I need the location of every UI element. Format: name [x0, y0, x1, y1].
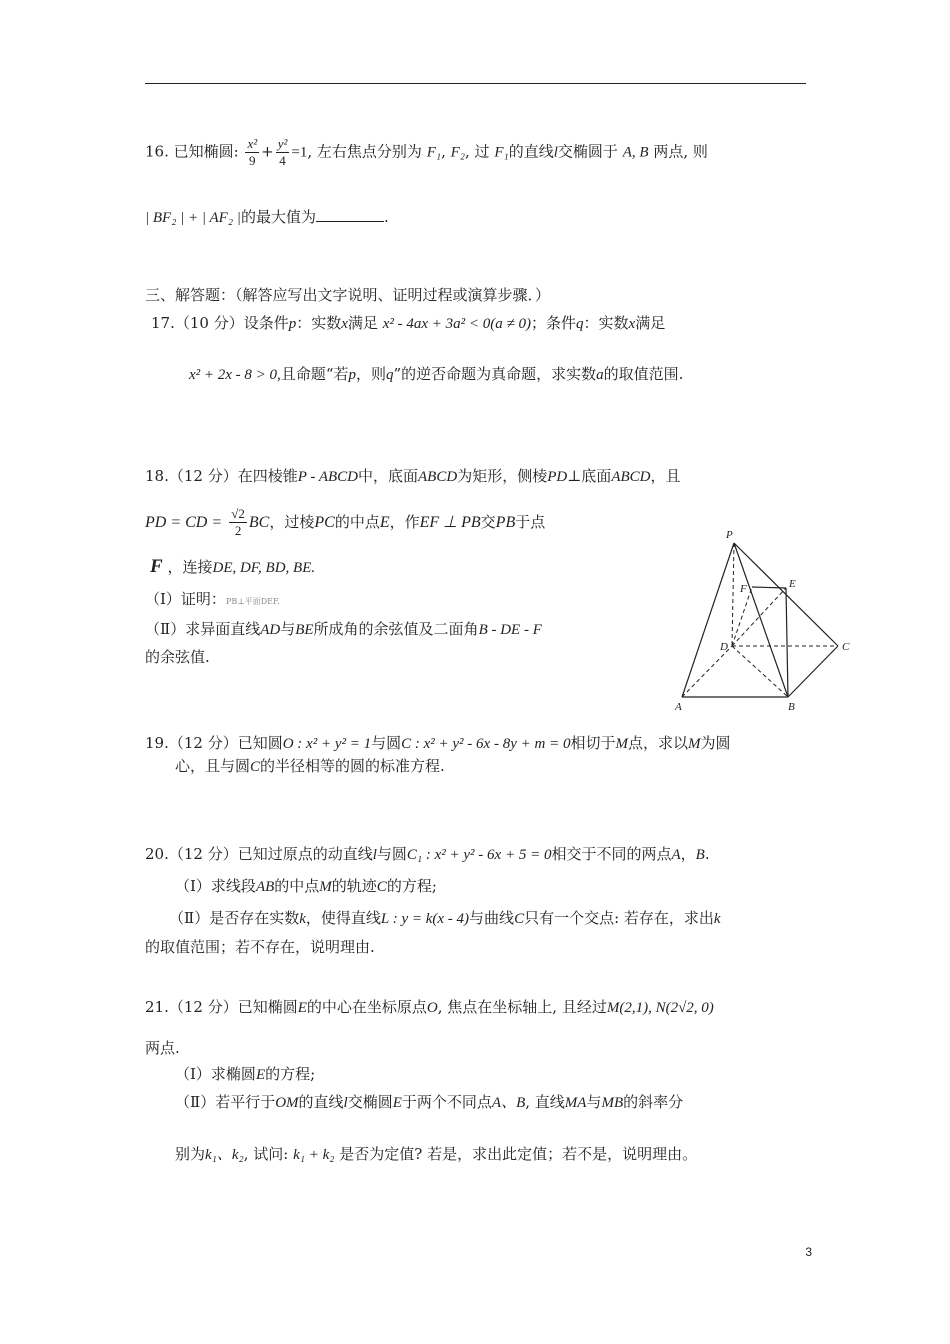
label-P: P [726, 529, 733, 541]
math-inequality: x² + 2x - 8 > 0, [189, 367, 281, 383]
math-pyramid: P - ABCD [297, 469, 358, 485]
math-A: A [671, 847, 681, 863]
math-q: q [576, 316, 584, 332]
statement-image: PB⊥平面DEF. [225, 597, 280, 606]
q16-text: 16. 已知椭圆: [145, 142, 239, 161]
q20-text: 的中点 [274, 877, 320, 895]
q18-text: ，连接 [167, 558, 213, 576]
q18-text: ，作 [389, 513, 420, 531]
q19-line2 [175, 756, 445, 777]
label-A: A [675, 701, 682, 713]
q18-text: 所成角的余弦值及二面角 [313, 620, 479, 638]
q17-text: ，则 [355, 365, 386, 383]
q21-text: 别为 [175, 1145, 206, 1163]
edge-EB [786, 588, 788, 697]
q16-text: , 左右焦点分别为 [307, 142, 422, 161]
math-M: M [319, 879, 332, 895]
q16-line2 [145, 207, 389, 228]
q19-text: 点，求以 [627, 734, 688, 752]
math-C: C [514, 911, 525, 927]
q19-text: 的半径相等的圆的标准方程. [260, 757, 445, 775]
math-E: E [255, 1067, 266, 1083]
math-equation: PD = CD = [145, 514, 223, 531]
q21-text: （Ⅱ）若平行于 [175, 1093, 276, 1111]
math-x: x [628, 316, 636, 332]
math-C: C [376, 879, 387, 895]
q20-text: 只有一个交点: 若存在，求出 [524, 909, 714, 927]
math-B: B [695, 847, 705, 863]
math-M: M [615, 736, 628, 752]
math-MA: MA [564, 1095, 587, 1111]
q20-text: （Ⅰ）求线段 [175, 877, 256, 895]
q21-text: 21.（12 分）已知椭圆 [145, 998, 298, 1016]
edge-PA [682, 543, 734, 697]
math-OM: OM [275, 1095, 299, 1111]
math-k1-k2: k₁、k₂ [205, 1147, 244, 1163]
q17-text: 17.（10 分）设条件 [151, 314, 289, 332]
q19-text: 心，且与圆 [175, 757, 251, 775]
math-AB: A, B [622, 144, 649, 161]
math-base: ABCD [418, 469, 458, 485]
q20-text: （Ⅱ）是否存在实数 [169, 909, 300, 927]
denominator: 4 [279, 153, 286, 168]
label-C: C [842, 641, 850, 653]
section-heading [145, 285, 550, 305]
q18-text: ⊥底面 [567, 467, 612, 485]
math-AB: AB [255, 879, 275, 895]
math-MB: MB [601, 1095, 624, 1111]
equation-rhs: =1 [291, 144, 308, 161]
math-base: ABCD [611, 469, 651, 485]
q18-text: （Ⅱ）求异面直线 [145, 620, 261, 638]
q21-text: （Ⅰ）求椭圆 [175, 1065, 256, 1083]
edge-AD [682, 646, 732, 697]
label-D: D [720, 641, 728, 653]
q20-line1 [145, 844, 710, 865]
math-l: l [553, 144, 558, 161]
math-perp: EF ⊥ PB [419, 514, 481, 531]
q21-text: 两点. [145, 1039, 180, 1057]
q19-line1 [145, 733, 731, 754]
q21-line1 [145, 997, 714, 1018]
fraction [245, 136, 259, 169]
page-number: 3 [805, 1245, 812, 1259]
math-a: a [596, 367, 604, 383]
math-O: O [426, 1000, 438, 1016]
math-dihedral: B - DE - F [478, 622, 542, 638]
q20-part1 [175, 876, 437, 897]
edge-DF [732, 587, 752, 646]
q20-part2 [169, 908, 721, 929]
numerator: y² [277, 136, 288, 151]
q20-text: 与曲线 [469, 909, 515, 927]
math-l: l [343, 1095, 348, 1111]
q19-text: 相切于 [570, 734, 616, 752]
q16-line1: 16. 已知椭圆: $\frac{\text{x²}}{9}$ + $\frac{\text{y²}}{4}$ =1, 左右焦点分别为 F₁, F₂, 过 F₁的直线l交椭圆于 A, B 两点, 则 [145, 136, 708, 168]
edge-DE [732, 588, 786, 646]
math-F1: F₁ [494, 144, 509, 161]
q19-text: 为圆 [700, 734, 731, 752]
label-B: B [788, 701, 795, 713]
q21-line2 [145, 1038, 180, 1058]
math-q: q [386, 367, 394, 383]
math-p: p [288, 316, 297, 332]
q21-text: , 直线 [525, 1093, 565, 1111]
q18-line3 [150, 557, 315, 578]
q20-part2-cont [145, 937, 375, 957]
q18-text: 的中点 [334, 513, 380, 531]
q18-text: 的余弦值. [145, 648, 210, 666]
q18-text: 中，底面 [358, 467, 419, 485]
math-expression: | BF₂ | + | AF₂ | [145, 210, 241, 226]
fraction [276, 136, 290, 169]
q20-text: 的方程; [386, 877, 437, 895]
math-pd: PD [547, 469, 568, 485]
math-be: BE [295, 622, 314, 638]
q18-text: 于点 [515, 513, 546, 531]
math-line-L: L : y = k(x - 4) [380, 911, 470, 927]
math-bc: BC [248, 514, 270, 531]
math-ad: AD [260, 622, 281, 638]
q21-text: 的方程; [265, 1065, 316, 1083]
label-E: E [789, 578, 796, 590]
math-circle-O: O : x² + y² = 1 [282, 736, 372, 752]
denominator: 9 [249, 153, 256, 168]
edge-PD [732, 543, 734, 646]
q20-text: 与圆 [376, 845, 407, 863]
math-circle-C: C : x² + y² - 6x - 8y + m = 0 [401, 736, 571, 752]
q17-text: 满足 [635, 314, 666, 332]
q21-part3 [175, 1144, 697, 1165]
section-title: 三、解答题：（解答应写出文字说明、证明过程或演算步骤．） [145, 286, 551, 304]
q20-text: ， [680, 845, 696, 863]
math-pc: PC [314, 514, 335, 531]
q21-text: 的中心在坐标原点 [306, 998, 427, 1016]
q18-line2 [145, 506, 545, 539]
q21-part1 [175, 1064, 315, 1085]
q18-text: （Ⅰ）证明： [145, 590, 226, 608]
math-f: F [150, 556, 163, 577]
q21-text: 与 [586, 1093, 602, 1111]
q18-text: ，过棱 [269, 513, 315, 531]
q18-text: 与 [280, 620, 296, 638]
q17-line2 [189, 364, 683, 385]
q21-text: 的斜率分 [623, 1093, 684, 1111]
q20-text: 20.（12 分）已知过原点的动直线 [145, 845, 373, 863]
q17-line1 [151, 313, 665, 334]
math-F1: F₁ [426, 144, 442, 161]
math-lines: DE, DF, BD, BE. [212, 560, 316, 576]
edge-PB [734, 543, 788, 697]
q17-text: ；条件 [530, 314, 576, 332]
math-E: E [392, 1095, 402, 1111]
math-e: E [379, 514, 390, 531]
q20-text: 的取值范围；若不存在，说明理由. [145, 938, 375, 956]
q18-part2-cont [145, 647, 210, 667]
math-E: E [297, 1000, 307, 1016]
math-k: k [713, 911, 721, 927]
q21-part2 [175, 1092, 683, 1113]
q16-text: 的最大值为 [240, 208, 316, 226]
q18-part2 [145, 619, 542, 640]
fraction [229, 506, 247, 539]
q21-text: , 焦点在坐标轴上, 且经过 [437, 998, 607, 1016]
q17-text: 且命题“若 [280, 365, 349, 383]
q21-text: 交椭圆 [347, 1093, 393, 1111]
q16-text: 交椭圆于 [557, 142, 618, 161]
math-M: M [687, 736, 701, 752]
math-points: M(2,1), N(2√2, 0) [606, 1000, 714, 1016]
math-p: p [348, 367, 356, 383]
math-k: k [299, 911, 306, 927]
q18-part1 [145, 589, 280, 612]
q16-text: , 过 [465, 142, 490, 161]
q18-text: 为矩形，侧棱 [457, 467, 548, 485]
q19-text: 与圆 [371, 734, 402, 752]
header-rule [145, 83, 806, 84]
math-x: x [341, 316, 348, 332]
math-F2: F₂ [450, 144, 466, 161]
q21-text: 于两个不同点 [401, 1093, 492, 1111]
numerator: √2 [231, 506, 245, 521]
edge-FE [752, 587, 786, 588]
math-inequality: x² - 4ax + 3a² < 0(a ≠ 0) [382, 316, 531, 332]
math-l: l [372, 847, 377, 863]
answer-blank [316, 207, 384, 222]
math-sum: k₁ + k₂ [293, 1147, 335, 1163]
q18-line1 [145, 466, 681, 487]
q17-text: 的取值范围. [603, 365, 684, 383]
q19-text: 19.（12 分）已知圆 [145, 734, 283, 752]
q17-text: 满足 [347, 314, 378, 332]
label-F: F [740, 583, 747, 595]
q20-text: ，使得直线 [305, 909, 381, 927]
q17-text: ”的逆否命题为真命题，求实数 [393, 365, 597, 383]
q18-text: 18.（12 分）在四棱锥 [145, 467, 298, 485]
q20-text: 的轨迹 [331, 877, 377, 895]
q16-text: 的直线 [508, 142, 554, 161]
q20-text: 相交于不同的两点 [551, 845, 672, 863]
math-C: C [250, 759, 261, 775]
q21-text: , 试问: [243, 1145, 289, 1163]
q16-text: 两点, 则 [653, 142, 708, 161]
q16-text: . [383, 208, 389, 226]
q17-text: ：实数 [296, 314, 342, 332]
math-circle-C1: C₁ : x² + y² - 6x + 5 = 0 [406, 847, 552, 863]
q18-text: ，且 [650, 467, 681, 485]
math-pb: PB [495, 514, 516, 531]
q18-text: 交 [480, 513, 496, 531]
pyramid-figure [670, 525, 855, 720]
q21-text: 的直线 [298, 1093, 344, 1111]
edge-BC [788, 646, 838, 697]
q21-text: 是否为定值? 若是，求出此定值；若不是，说明理由。 [339, 1145, 698, 1163]
q17-text: ：实数 [583, 314, 629, 332]
numerator: x² [247, 136, 258, 151]
q20-text: . [704, 845, 710, 863]
denominator: 2 [234, 523, 242, 538]
math-AB: A、B [491, 1095, 526, 1111]
